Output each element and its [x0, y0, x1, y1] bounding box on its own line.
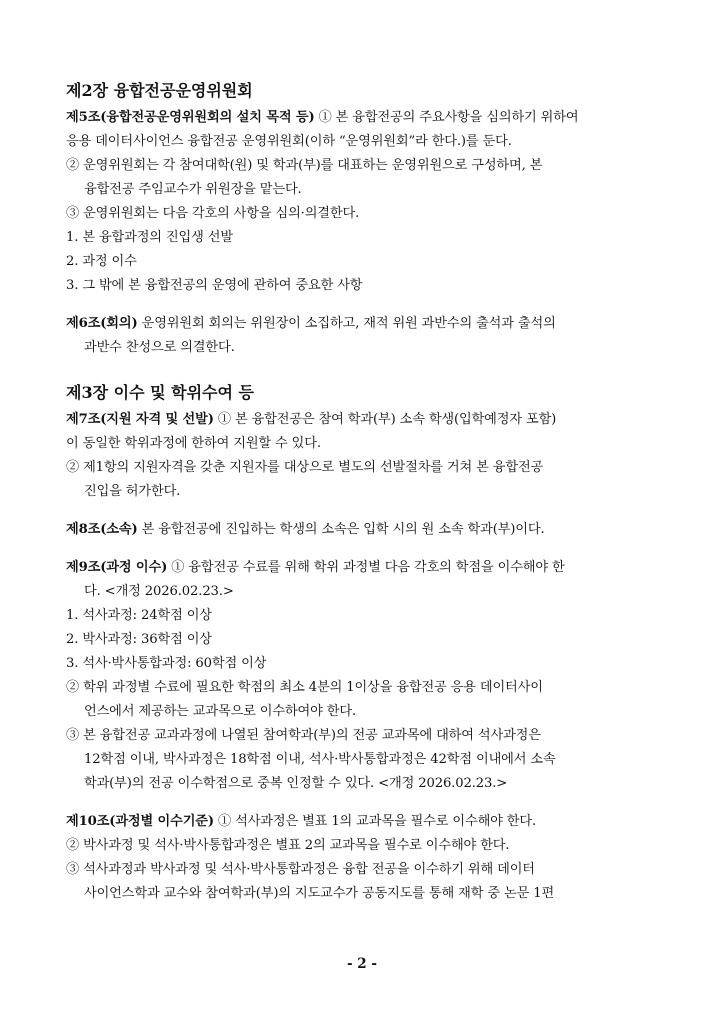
article-10-heading: 제10조(과정별 이수기준)	[66, 814, 214, 829]
article-9-line-2: 다. <개정 2026.02.23.>	[84, 584, 234, 599]
article-7-line-1: 제7조(지원 자격 및 선발) ① 본 융합전공은 참여 학과(부) 소속 학생(입학예정자 포함)	[66, 412, 557, 427]
article-9-para-3-line-2: 12학점 이내, 박사과정은 18학점 이내, 석사·박사통합과정은 42학점 이내에서 소속	[84, 752, 556, 767]
article-5-line-1: 제5조(융합전공운영위원회의 설치 목적 등) ① 본 융합전공의 주요사항을 심의하기 위하여	[66, 110, 579, 125]
article-6	[66, 312, 662, 360]
article-6-line-2: 과반수 찬성으로 의결한다.	[84, 340, 235, 355]
article-9-para-3-line-1: ③ 본 융합전공 교과과정에 나열된 참여학과(부)의 전공 교과목에 대하여 석사과정은	[66, 728, 541, 743]
article-7-heading: 제7조(지원 자격 및 선발)	[66, 412, 214, 427]
article-7-para-2-line-2: 진입을 허가한다.	[84, 484, 181, 499]
article-7-para-2-line-1: ② 제1항의 지원자격을 갖춘 지원자를 대상으로 별도의 선발절차를 거쳐 본 융합전공	[66, 460, 544, 475]
page-number: - 2 -	[347, 956, 377, 972]
article-9-line-1: 제9조(과정 이수) ① 융합전공 수료를 위해 학위 과정별 다음 각호의 학점을 이수해야 한	[66, 560, 565, 575]
article-8-heading: 제8조(소속)	[66, 522, 138, 537]
article-6-heading: 제6조(회의)	[66, 316, 138, 331]
article-8	[66, 518, 662, 542]
article-7	[66, 408, 662, 504]
chapter-3-title: 제3장 이수 및 학위수여 등	[66, 383, 254, 402]
article-8-line-1: 제8조(소속) 본 융합전공에 진입하는 학생의 소속은 입학 시의 원 소속 학과(부)이다.	[66, 522, 545, 537]
article-9-item-1: 1. 석사과정: 24학점 이상	[66, 608, 212, 623]
article-10-line-1: 제10조(과정별 이수기준) ① 석사과정은 별표 1의 교과목을 필수로 이수해야 한다.	[66, 814, 537, 829]
article-10-para-2: ② 박사과정 및 석사·박사통합과정은 별표 2의 교과목을 필수로 이수해야 한다.	[66, 838, 510, 853]
article-5-para-2-line-1: ② 운영위원회는 각 참여대학(원) 및 학과(부)를 대표하는 운영위원으로 구성하며, 본	[66, 158, 543, 173]
article-5-heading: 제5조(융합전공운영위원회의 설치 목적 등)	[66, 110, 315, 125]
article-9-para-3-line-3: 학과(부)의 전공 이수학점으로 중복 인정할 수 있다. <개정 2026.02.23.>	[84, 776, 508, 791]
article-9-item-3: 3. 석사·박사통합과정: 60학점 이상	[66, 656, 267, 671]
article-5-line-2: 응용 데이터사이언스 융합전공 운영위원회(이하 “운영위원회”라 한다.)를 둔다.	[66, 134, 512, 149]
article-9-item-2: 2. 박사과정: 36학점 이상	[66, 632, 212, 647]
article-10	[66, 810, 662, 906]
article-9-para-2-line-2: 언스에서 제공하는 교과목으로 이수하여야 한다.	[84, 704, 356, 719]
article-5-para-3: ③ 운영위원회는 다음 각호의 사항을 심의·의결한다.	[66, 206, 360, 221]
article-5-item-2: 2. 과정 이수	[66, 254, 137, 269]
article-6-line-1: 제6조(회의) 운영위원회 회의는 위원장이 소집하고, 재적 위원 과반수의 출석과 출석의	[66, 316, 556, 331]
article-5-item-1: 1. 본 융합과정의 진입생 선발	[66, 230, 233, 245]
article-5-item-3: 3. 그 밖에 본 융합전공의 운영에 관하여 중요한 사항	[66, 278, 363, 293]
article-5-para-2-line-2: 융합전공 주임교수가 위원장을 맡는다.	[84, 182, 302, 197]
chapter-2-title: 제2장 융합전공운영위원회	[66, 81, 253, 100]
article-7-line-2: 이 동일한 학위과정에 한하여 지원할 수 있다.	[66, 436, 321, 451]
article-9	[66, 556, 662, 796]
article-10-para-3-line-2: 사이언스학과 교수와 참여학과(부)의 지도교수가 공동지도를 통해 재학 중 논문 1편	[84, 886, 555, 901]
article-9-heading: 제9조(과정 이수)	[66, 560, 168, 575]
article-9-para-2-line-1: ② 학위 과정별 수료에 필요한 학점의 최소 4분의 1이상을 융합전공 응용 데이터사이	[66, 680, 543, 695]
article-5	[66, 106, 662, 298]
article-10-para-3-line-1: ③ 석사과정과 박사과정 및 석사·박사통합과정은 융합 전공을 이수하기 위해 데이터	[66, 862, 535, 877]
